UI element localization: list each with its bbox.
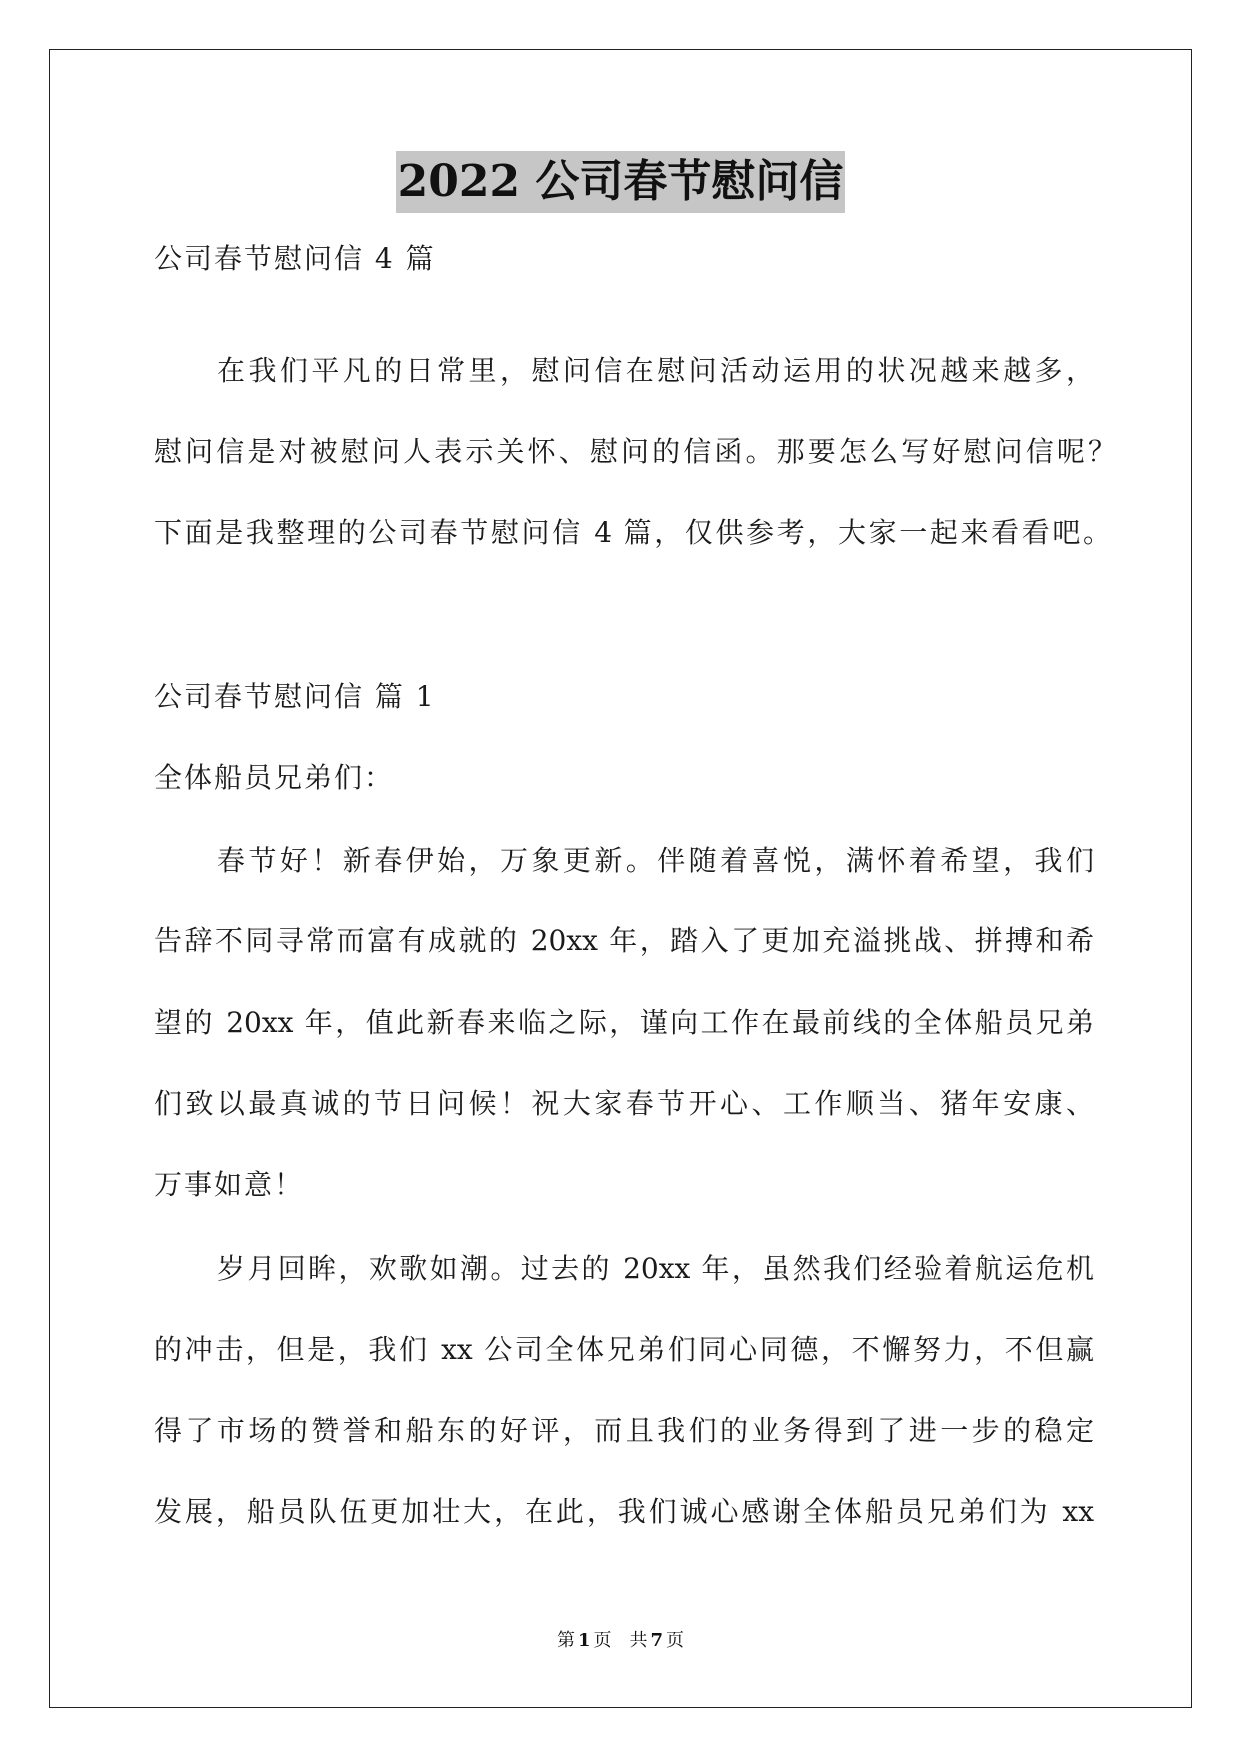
- footer-current-page: 1: [577, 1630, 591, 1651]
- paragraph-line: 发展，船员队伍更加壮大，在此，我们诚心感谢全体船员兄弟们为 xx: [154, 1495, 1094, 1528]
- footer-total-prefix: 共: [629, 1630, 648, 1651]
- intro-line: 慰问信是对被慰问人表示关怀、慰问的信函。那要怎么写好慰问信呢？: [154, 435, 1116, 468]
- document-subtitle: 公司春节慰问信 4 篇: [154, 242, 436, 275]
- paragraph-line: 春节好！新春伊始，万象更新。伴随着喜悦，满怀着希望，我们: [217, 844, 1094, 877]
- footer-total-pages: 7: [650, 1630, 664, 1651]
- paragraph-line: 万事如意！: [154, 1168, 305, 1201]
- footer-total-suffix: 页: [666, 1630, 685, 1651]
- section-heading: 公司春节慰问信 篇 1: [154, 680, 436, 713]
- paragraph-line: 望的 20xx 年，值此新春来临之际，谨向工作在最前线的全体船员兄弟: [154, 1006, 1094, 1039]
- document-title: 2022 公司春节慰问信: [396, 151, 846, 213]
- paragraph-line: 得了市场的赞誉和船东的好评，而且我们的业务得到了进一步的稳定: [154, 1414, 1094, 1447]
- paragraph-line: 的冲击，但是，我们 xx 公司全体兄弟们同心同德，不懈努力，不但赢: [154, 1333, 1094, 1366]
- title-container: [0, 151, 1241, 213]
- salutation: 全体船员兄弟们：: [154, 761, 395, 794]
- footer-current-prefix: 第: [556, 1630, 575, 1651]
- paragraph-line: 们致以最真诚的节日问候！祝大家春节开心、工作顺当、猪年安康、: [154, 1087, 1094, 1120]
- intro-line: 下面是我整理的公司春节慰问信 4 篇，仅供参考，大家一起来看看吧。: [154, 516, 1111, 549]
- paragraph-line: 岁月回眸，欢歌如潮。过去的 20xx 年，虽然我们经验着航运危机: [217, 1252, 1094, 1285]
- page-footer: [0, 1629, 1241, 1653]
- paragraph-line: 告辞不同寻常而富有成就的 20xx 年，踏入了更加充溢挑战、拼搏和希: [154, 924, 1094, 957]
- footer-current-suffix: 页: [593, 1630, 612, 1651]
- intro-line: 在我们平凡的日常里，慰问信在慰问活动运用的状况越来越多，: [217, 354, 1094, 387]
